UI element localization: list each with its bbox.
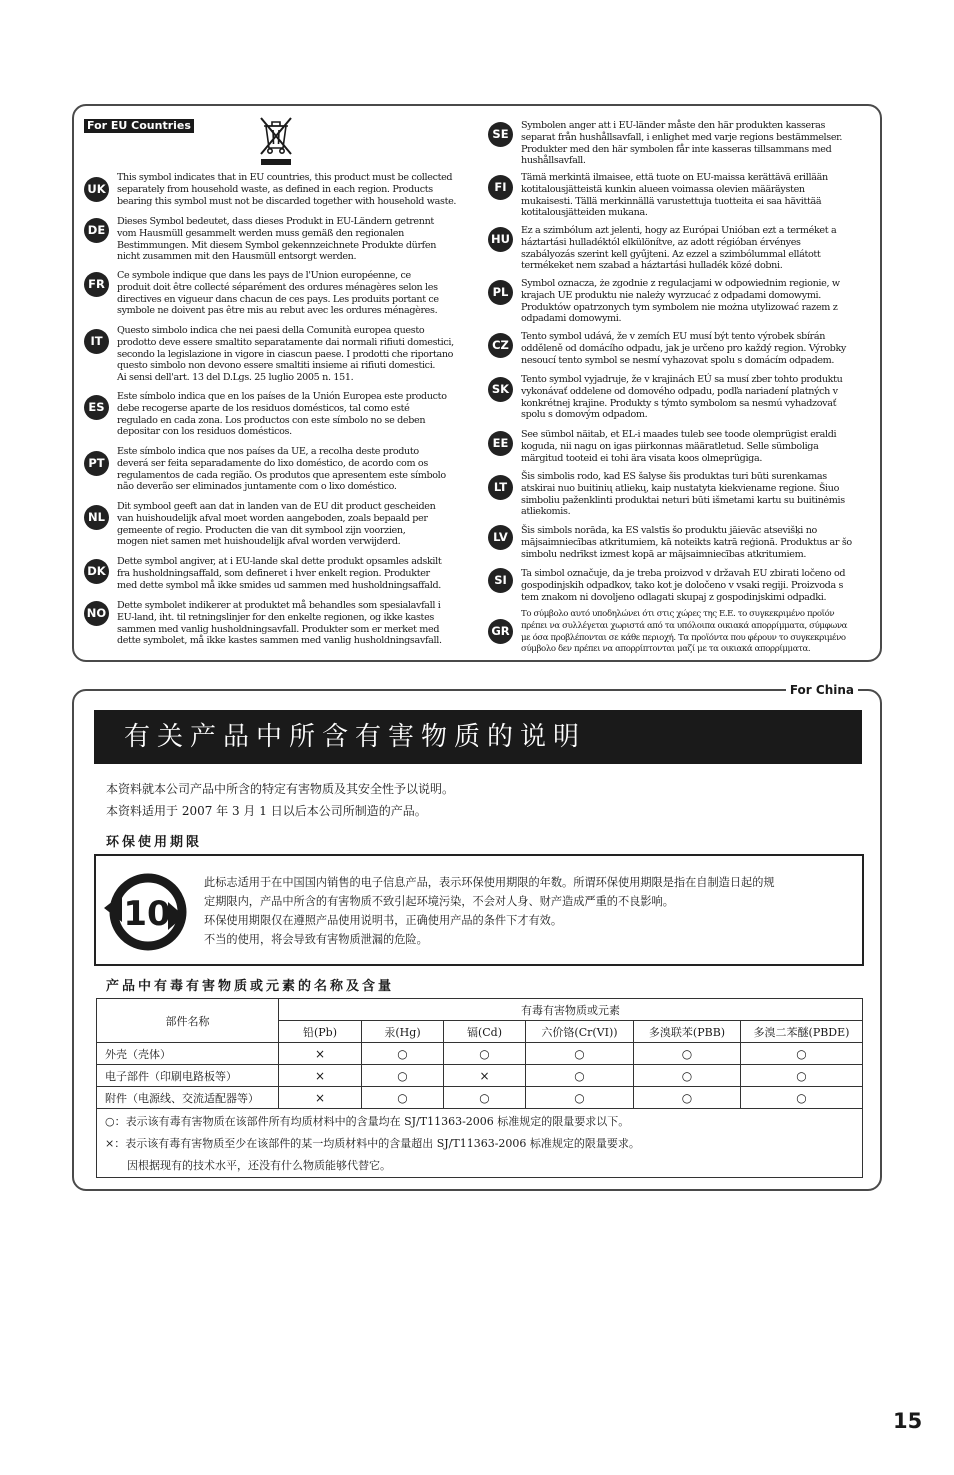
disposal-text: Dette symbolet indikerer at produktet må behandles som spesialavfall i EU-land, iht. til retningslinjer for den enkelte regionen, og ikke kastes sammen med vanlig husholdningsavfall. Produkter som er merket med dette symbolet, må ikke kastes sammen med vanlig husholdningsavfall. [117, 600, 442, 647]
disposal-text: Šis simbols norāda, ka ES valstīs šo produktu jāievāc atsevišķi no mājsaimniecības atkritumiem, kā noteikts katrā reģionā. Produktus ar šo simbolu nedrīkst izmest kopā ar mājsaimniecības atkritumiem. [521, 525, 852, 560]
disposal-text: Tämä merkintä ilmaisee, että tuote on EU-maissa kerättävä erillään kotitalousjätteistä kunkin alueen voimassa olevien määräysten mukaisesti. Tällä merkinnällä varustettuja tuotteita ei saa hävittää kotitalousjätteiden mukana. [521, 172, 828, 219]
disposal-text: Dette symbol angiver, at i EU-lande skal dette produkt opsamles adskilt fra husholdningsaffald, som defineret i hver enkelt region. Produkter med dette symbol må ikke smides ud sammen med husholdningsaffald. [117, 556, 442, 591]
part-name: 外壳（壳体） [97, 1043, 279, 1065]
disposal-text: Ce symbole indique que dans les pays de l'Union européenne, ce produit doit être collecté séparément des ordures ménagères selon les directives en vigueur dans chacun de ces pays. Les produits portant ce symbole ne doivent pas être mis au rebut avec les ordures ménagères. [117, 270, 439, 317]
country-code-badge: LT [488, 475, 513, 500]
substance-mark: ○ [741, 1043, 863, 1065]
substance-mark: ○ [526, 1065, 634, 1087]
substance-mark: ○ [444, 1043, 526, 1065]
disposal-text: Ez a szimbólum azt jelenti, hogy az Európai Unióban ezt a terméket a háztartási hulladéktól elkülönítve, az adott régióban érvényes szabályozás szerint kell gyűjteni. Az ezzel a szimbólummal ellátott termékeket nem szabad a háztartási hulladék közé dobni. [521, 225, 837, 272]
country-code-badge: FI [488, 175, 513, 200]
country-code-badge: CZ [488, 333, 513, 358]
substance-mark: × [444, 1065, 526, 1087]
disposal-text: This symbol indicates that in EU countries, this product must be collected separately from household waste, as defined in each region. Products bearing this symbol must not be discarded together with household waste. [117, 172, 457, 207]
substance-mark: ○ [634, 1087, 741, 1109]
china-intro-line-1: 本资料就本公司产品中所含的特定有害物质及其安全性予以说明。 [106, 782, 455, 796]
china-title-bar [94, 710, 862, 764]
substance-mark: ○ [362, 1043, 444, 1065]
column-header: 镉(Cd) [444, 1021, 526, 1043]
epup-description: 此标志适用于在中国国内销售的电子信息产品，表示环保使用期限的年数。所谓环保使用期限是指在自制造日起的规 定期限内，产品中所含的有害物质不致引起环境污染，不会对人身、财产造成严重的不良影响。 环保使用期限仅在遵照产品使用说明书，正确使用产品的条件下才有效。 不当的使用，将会导致有害物质泄漏的危险。 [204, 876, 775, 946]
part-name: 附件（电源线、交流适配器等） [97, 1087, 279, 1109]
disposal-text: Este símbolo indica que en los países de la Unión Europea este producto debe recogerse aparte de los residuos domésticos, tal como esté regulado en cada zona. Los productos con este símbolo no se deben depositar con los residuos domésticos. [117, 391, 447, 438]
country-code-badge: EE [488, 431, 513, 456]
column-header: 六价铬(Cr(VI)) [526, 1021, 634, 1043]
country-code-badge: PL [488, 280, 513, 305]
substance-mark: ○ [526, 1087, 634, 1109]
china-section-tag: For China [786, 683, 858, 697]
disposal-text: Este símbolo indica que nos países da UE, a recolha deste produto deverá ser feita separadamente do lixo doméstico, de acordo com os regulamentos de cada região. Os produtos que apresentem este símbolo não deverão ser eliminados juntamente com o lixo doméstico. [117, 446, 446, 493]
substance-mark: ○ [634, 1065, 741, 1087]
epup-logo-number: 10 [123, 894, 171, 934]
country-code-badge: NO [84, 601, 109, 626]
country-code-badge: ES [84, 395, 109, 420]
column-header: 铅(Pb) [279, 1021, 362, 1043]
disposal-text: Šis simbolis rodo, kad ES šalyse šis produktas turi būti surenkamas atskirai nuo buitinių atliekų, kaip nustatyta kiekviename regione. Šiuo simboliu paženklinti produktai neturi būti išmetami kartu su buitinėmis atliekomis. [521, 471, 845, 518]
table-notes: ○：表示该有毒有害物质在该部件所有均质材料中的含量均在 SJ/T11363-2006 标准规定的限量要求以下。 ×：表示该有毒有害物质至少在该部件的某一均质材料中的含量超出 SJ/T11363-2006 标准规定的限量要求。 因根据现有的技术水平，还没有什么物质能够代替它。 [97, 1109, 863, 1178]
eu-section-title: For EU Countries [84, 119, 194, 133]
substance-mark: ○ [741, 1087, 863, 1109]
table-row [97, 1065, 863, 1087]
country-code-badge: UK [84, 177, 109, 202]
substance-mark: ○ [444, 1087, 526, 1109]
country-code-badge: GR [488, 619, 513, 644]
disposal-text: Dit symbool geeft aan dat in landen van de EU dit product gescheiden van huishoudelijk afval moet worden aangeboden, zoals bepaald per gemeente of regio. Producten die van dit symbool zijn voorzien, mogen niet samen met huishoudelijk afval worden verwijderd. [117, 501, 436, 548]
substance-mark: ○ [362, 1087, 444, 1109]
substance-mark: ○ [634, 1043, 741, 1065]
epup-10-logo-icon [100, 868, 188, 956]
country-code-badge: DK [84, 559, 109, 584]
column-header: 多溴联苯(PBB) [634, 1021, 741, 1043]
epup-box [94, 854, 864, 966]
disposal-text: Tento symbol udává, že v zemích EU musí být tento výrobek sbírán odděleně od domácího odpadu, jak je určeno pro každý region. Výrobky nesoucí tento symbol se nesmí vyhazovat spolu s domácím odpadem. [521, 331, 846, 366]
country-code-badge: SK [488, 377, 513, 402]
epup-heading: 环保使用期限 [106, 835, 203, 850]
part-name: 电子部件（印刷电路板等） [97, 1065, 279, 1087]
crossed-out-bin-icon [258, 114, 294, 166]
china-intro-line-2: 本资料适用于 2007 年 3 月 1 日以后本公司所制造的产品。 [106, 804, 427, 818]
substance-mark: ○ [741, 1065, 863, 1087]
country-code-badge: NL [84, 505, 109, 530]
disposal-text: Το σύμβολο αυτό υποδηλώνει ότι στις χώρες της Ε.Ε. το συγκεκριμένο προϊόν πρέπει να συλλέγεται χωριστά από τα υπόλοιπα οικιακά απορρίμματα, σύμφωνα με όσα προβλέπονται σε κάθε περιοχή. Τα προϊόντα που φέρουν το συγκεκριμένο σύμβολο δεν πρέπει να απορρίπτονται μαζί με τα οικιακά απορρίμματα. [521, 609, 848, 655]
disposal-text: Ta simbol označuje, da je treba proizvod v državah EU zbirati ločeno od gospodinjskih odpadkov, tako kot je določeno v vsaki regiji. Proizvoda s tem znakom ni dovoljeno odlagati skupaj z gospodinjskimi odpadki. [521, 568, 846, 603]
disposal-text: Symbol oznacza, że zgodnie z regulacjami w odpowiednim regionie, w krajach UE produktu nie należy wyrzucać z odpadami domowymi. Produktów opatrzonych tym symbolem nie można utylizować razem z odpadami domowymi. [521, 278, 840, 325]
substance-mark: × [279, 1065, 362, 1087]
country-code-badge: HU [488, 227, 513, 252]
country-code-badge: PT [84, 451, 109, 476]
substance-table-heading: 产品中有毒有害物质或元素的名称及含量 [106, 979, 395, 994]
disposal-text: Symbolen anger att i EU-länder måste den här produkten kasseras separat från hushållsavfall, i enlighet med varje regions bestämmelser. Produkter med den här symbolen får inte kasseras tillsammans med hushållsavfall. [521, 120, 843, 167]
country-code-badge: FR [84, 272, 109, 297]
substance-table [96, 998, 863, 1178]
country-code-badge: LV [488, 525, 513, 550]
part-name-header: 部件名称 [97, 999, 279, 1043]
eu-disposal-panel [72, 104, 882, 662]
country-code-badge: IT [84, 329, 109, 354]
disposal-text: See sümbol näitab, et EL-i maades tuleb see toode olemprügist eraldi koguda, nii nagu on igas piirkonnas määratletud. Selle sümboliga märgitud tooteid ei tohi ära visata koos olmeprügiga. [521, 429, 837, 464]
table-row [97, 1043, 863, 1065]
column-header: 汞(Hg) [362, 1021, 444, 1043]
country-code-badge: SE [488, 122, 513, 147]
country-code-badge: DE [84, 218, 109, 243]
disposal-text: Tento symbol vyjadruje, že v krajinách EÚ sa musí zber tohto produktu vykonávať oddelene od domového odpadu, podľa nariadení platných v konkrétnej krajine. Produkty s týmto symbolom sa nesmú vyhadzovať spolu s domovým odpadom. [521, 374, 843, 421]
substance-mark: × [279, 1043, 362, 1065]
disposal-text: Dieses Symbol bedeutet, dass dieses Produkt in EU-Ländern getrennt vom Hausmüll gesammelt werden muss gemäß den regionalen Bestimmungen. Mit diesem Symbol gekennzeichnete Produkte dürfen nicht zusammen mit den Hausmüll entsorgt werden. [117, 216, 437, 263]
china-rohs-panel [72, 683, 882, 1191]
substance-mark: ○ [362, 1065, 444, 1087]
column-header: 多溴二苯醚(PBDE) [741, 1021, 863, 1043]
substance-mark: × [279, 1087, 362, 1109]
substance-group-header: 有毒有害物质或元素 [279, 999, 863, 1021]
china-title: 有关产品中所含有害物质的说明 [124, 722, 587, 752]
disposal-text: Questo simbolo indica che nei paesi della Comunità europea questo prodotto deve essere smaltito separatamente dai normali rifiuti domestici, secondo la legislazione in vigore in ciascun paese. I prodotti che riportano questo simbolo non devono essere smaltiti insieme ai rifiuti domestici. Ai sensi dell'art. 13 del D.Lgs. 25 luglio 2005 n. 151. [117, 325, 454, 384]
table-row [97, 1087, 863, 1109]
page-number: 15 [893, 1409, 923, 1433]
substance-mark: ○ [526, 1043, 634, 1065]
country-code-badge: SI [488, 568, 513, 593]
